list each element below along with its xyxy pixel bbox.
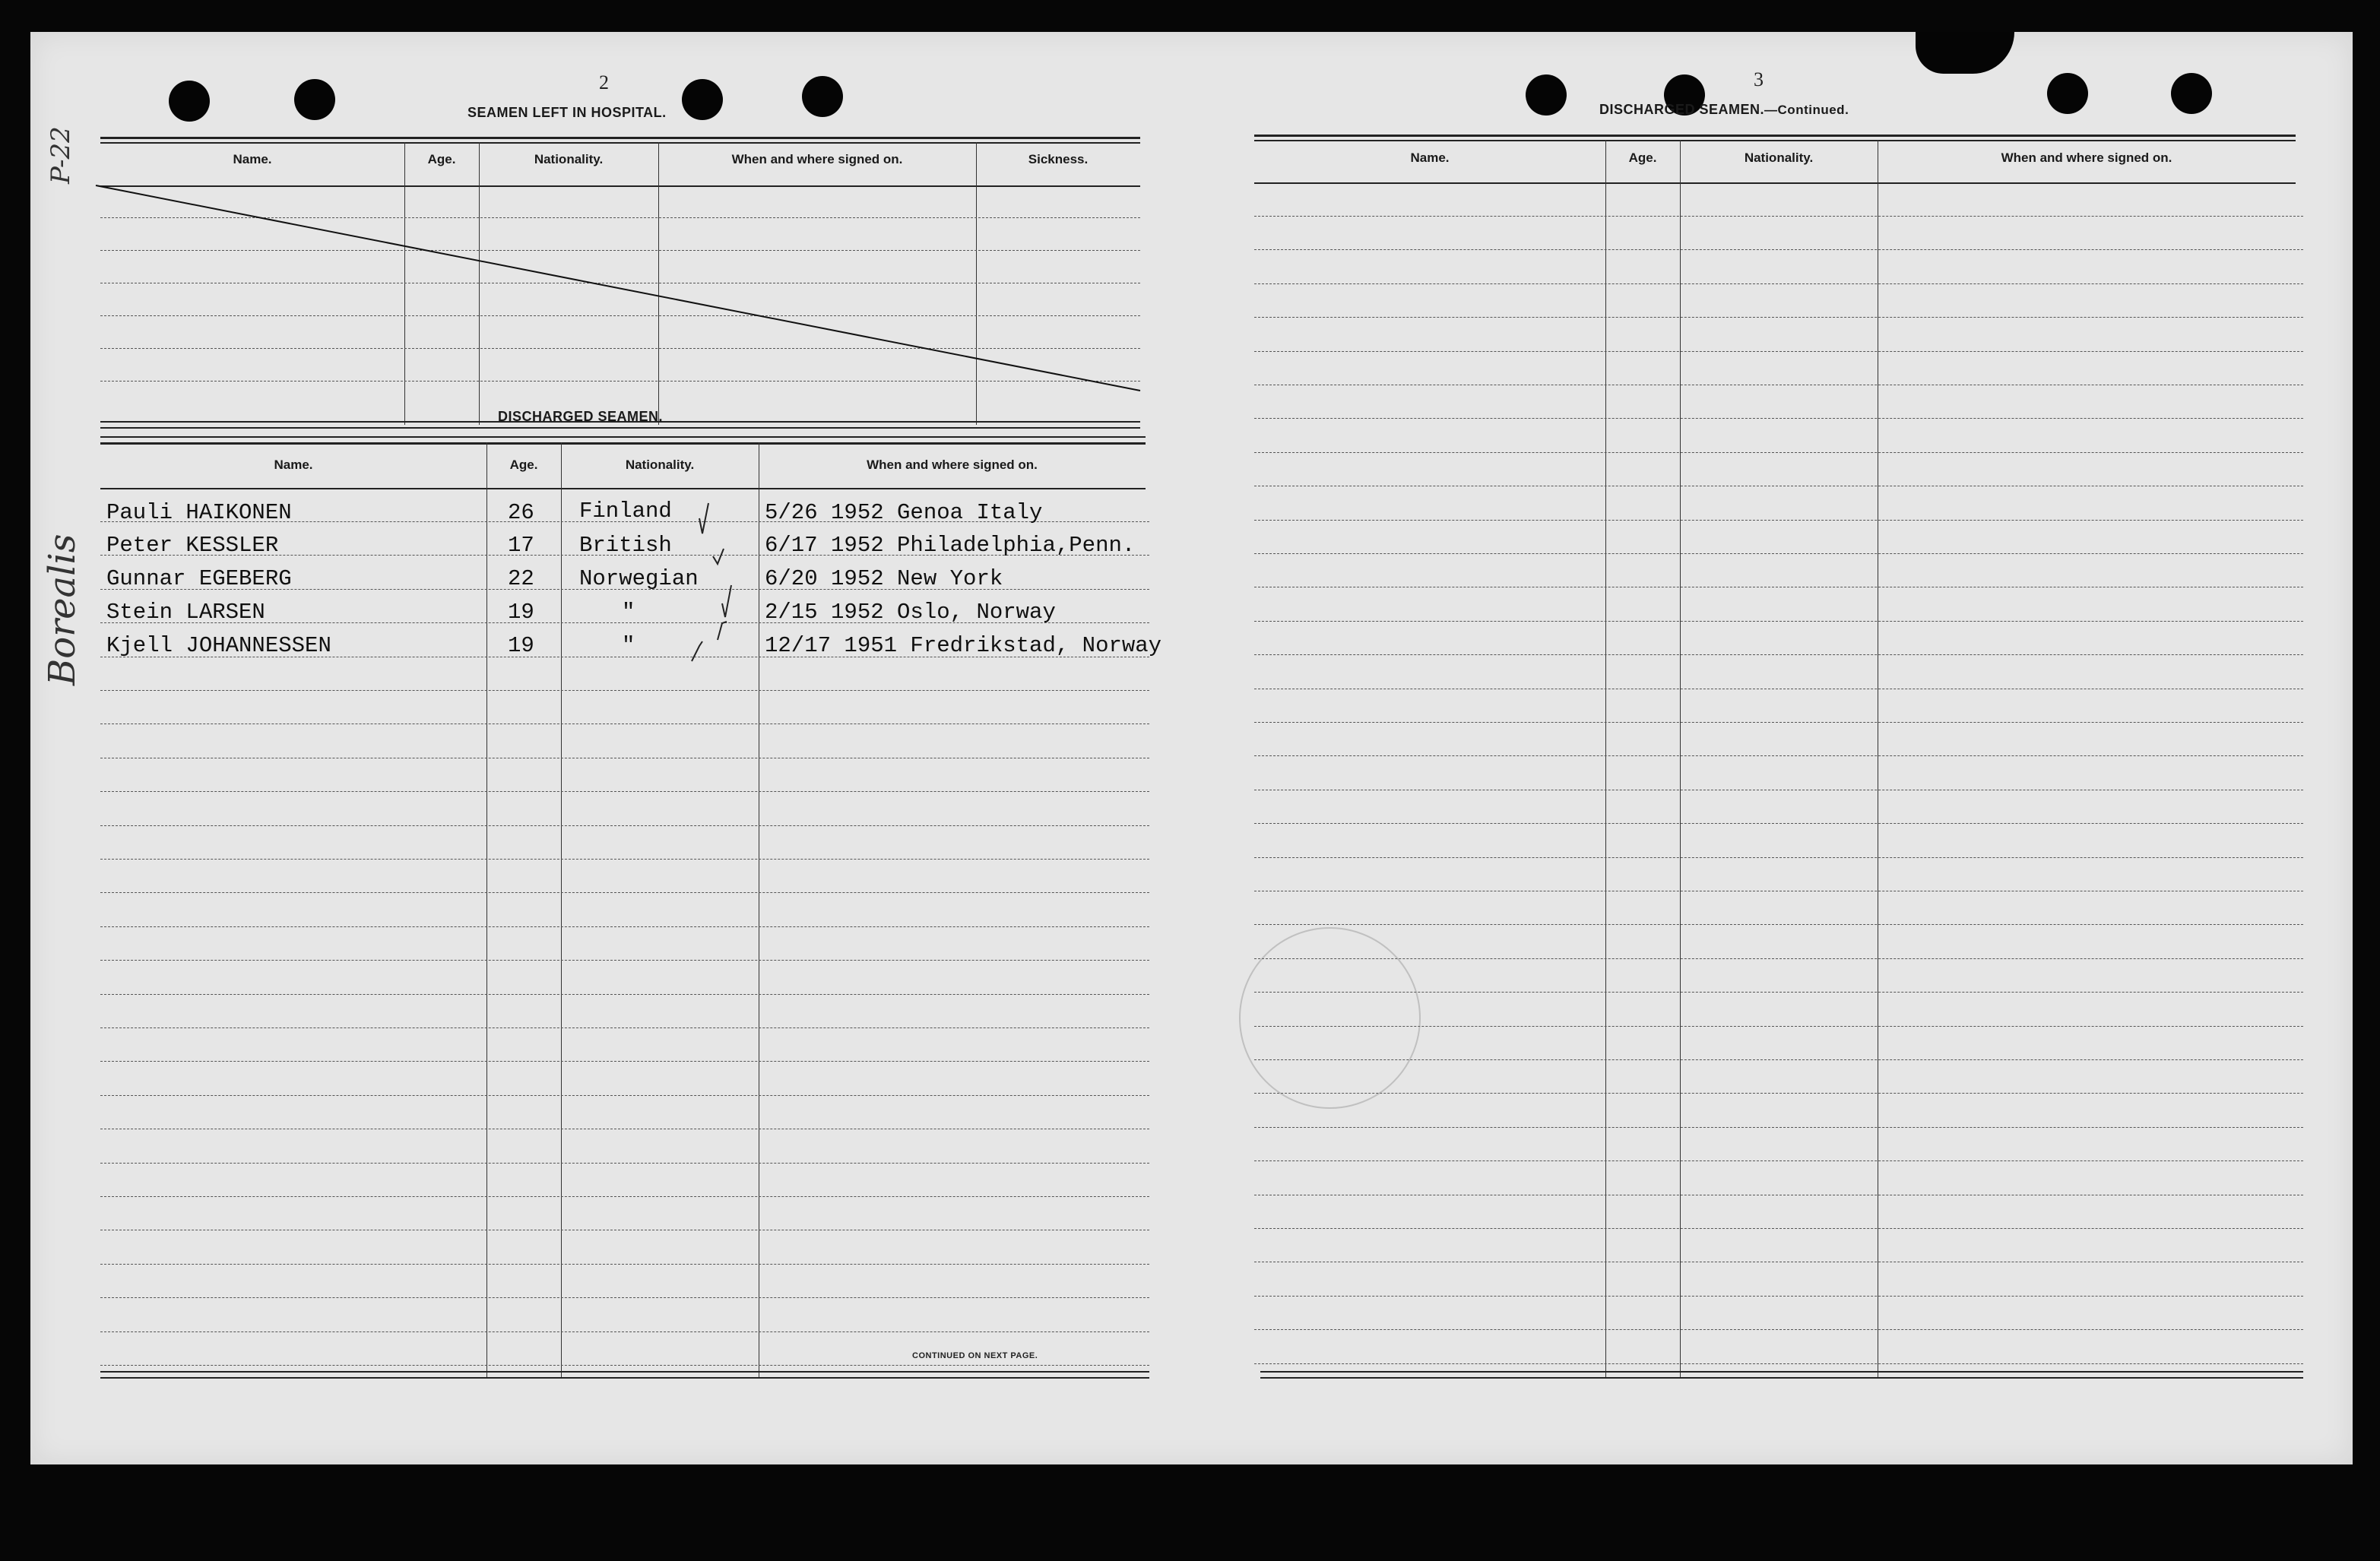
seaman-nationality: British: [579, 533, 672, 558]
dotted-line: [1254, 520, 2303, 521]
right-col-name: Name.: [1410, 150, 1450, 165]
seaman-name: Gunnar EGEBERG: [106, 566, 292, 591]
dotted-line: [1254, 1059, 2303, 1060]
continued-note: CONTINUED ON NEXT PAGE.: [912, 1351, 1038, 1360]
dotted-line: [1254, 857, 2303, 858]
dotted-line: [1254, 1296, 2303, 1297]
dotted-line: [1254, 418, 2303, 419]
dotted-line: [100, 1163, 1149, 1164]
dotted-line: [1254, 1160, 2303, 1161]
faint-stamp: [1239, 927, 1421, 1109]
seaman-age: 19: [508, 633, 534, 658]
rule: [100, 1377, 1149, 1379]
dotted-line: [100, 1061, 1149, 1062]
dotted-line: [100, 1365, 1149, 1366]
dotted-line: [100, 1027, 1149, 1028]
dotted-line: [1254, 249, 2303, 250]
right-col-age: Age.: [1628, 150, 1657, 165]
dotted-line: [100, 1095, 1149, 1096]
seaman-name: Pauli HAIKONEN: [106, 500, 292, 525]
hospital-col-signed-on: When and where signed on.: [731, 152, 903, 166]
punch-hole: [1526, 74, 1567, 116]
seaman-signed-on: 2/15 1952 Oslo, Norway: [765, 600, 1056, 625]
page-number-left: 2: [599, 71, 609, 93]
seaman-nationality: Finland: [579, 499, 672, 524]
dotted-line: [1254, 621, 2303, 622]
seaman-name: Peter KESSLER: [106, 533, 279, 558]
seaman-signed-on: 12/17 1951 Fredrikstad, Norway: [765, 633, 1162, 658]
rule: [1254, 135, 2296, 137]
dotted-line: [100, 1264, 1149, 1265]
seaman-age: 17: [508, 533, 534, 558]
seaman-signed-on: 6/17 1952 Philadelphia,Penn.: [765, 533, 1136, 558]
dotted-line: [100, 1196, 1149, 1197]
discharged-col-signed-on: When and where signed on.: [867, 458, 1038, 472]
page-number-right: 3: [1754, 68, 1764, 90]
hospital-section-title: SEAMEN LEFT IN HOSPITAL.: [467, 105, 667, 120]
dotted-line: [1254, 924, 2303, 925]
discharged-section-title: DISCHARGED SEAMEN.: [498, 409, 664, 424]
right-section-title: [1599, 102, 1849, 118]
seaman-age: 19: [508, 600, 534, 625]
dotted-line: [1254, 351, 2303, 352]
discharged-col-age: Age.: [509, 458, 538, 472]
punch-hole: [2171, 73, 2212, 114]
rule: [1254, 182, 2296, 184]
dotted-line: [1254, 755, 2303, 756]
right-col-signed-on: When and where signed on.: [2001, 150, 2172, 165]
dotted-line: [100, 960, 1149, 961]
seaman-age: 26: [508, 500, 534, 525]
dotted-line: [1254, 452, 2303, 453]
rule: [100, 1371, 1149, 1373]
punch-hole: [2047, 73, 2088, 114]
seaman-age: 22: [508, 566, 534, 591]
dotted-line: [1254, 1228, 2303, 1229]
document-sheet: [30, 32, 2353, 1464]
hospital-col-sickness: Sickness.: [1028, 152, 1089, 166]
discharged-col-nationality: Nationality.: [625, 458, 695, 472]
right-title-main: DISCHARGED SEAMEN.: [1599, 102, 1765, 117]
dotted-line: [1254, 823, 2303, 824]
seaman-name: Kjell JOHANNESSEN: [106, 633, 331, 658]
dotted-line: [1254, 722, 2303, 723]
dotted-line: [1254, 958, 2303, 959]
hospital-col-name: Name.: [233, 152, 272, 166]
dotted-line: [100, 859, 1149, 860]
dotted-line: [1254, 283, 2303, 284]
dotted-line: [100, 791, 1149, 792]
rule: [1680, 140, 1681, 1377]
dotted-line: [1254, 317, 2303, 318]
right-title-suffix: —Continued.: [1764, 103, 1849, 117]
dotted-line: [1254, 553, 2303, 554]
torn-corner: [1916, 32, 2014, 74]
seaman-nationality: Norwegian: [579, 566, 699, 591]
seaman-signed-on: 5/26 1952 Genoa Italy: [765, 500, 1043, 525]
rule: [1260, 1371, 2303, 1373]
dotted-line: [1254, 1127, 2303, 1128]
dotted-line: [100, 994, 1149, 995]
rule: [1260, 1377, 2303, 1379]
dotted-line: [100, 825, 1149, 826]
dotted-line: [100, 1297, 1149, 1298]
dotted-line: [100, 892, 1149, 893]
dotted-line: [1254, 1363, 2303, 1364]
dotted-line: [1254, 216, 2303, 217]
seaman-nationality: ": [622, 600, 635, 625]
right-col-nationality: Nationality.: [1744, 150, 1814, 165]
dotted-line: [1254, 654, 2303, 655]
dotted-line: [100, 1331, 1149, 1332]
seaman-signed-on: 6/20 1952 New York: [765, 566, 1003, 591]
dotted-line: [1254, 1093, 2303, 1094]
hospital-col-age: Age.: [427, 152, 456, 166]
rule: [1605, 140, 1606, 1377]
margin-note-p22: P-22: [46, 126, 76, 184]
check-marks: [30, 32, 791, 716]
margin-note-vessel: Borealis: [41, 534, 84, 686]
rule: [1254, 140, 2296, 141]
hospital-col-nationality: Nationality.: [534, 152, 604, 166]
discharged-col-name: Name.: [274, 458, 313, 472]
dotted-line: [1254, 1329, 2303, 1330]
seaman-name: Stein LARSEN: [106, 600, 265, 625]
dotted-line: [100, 926, 1149, 927]
seaman-nationality: ": [622, 633, 635, 658]
